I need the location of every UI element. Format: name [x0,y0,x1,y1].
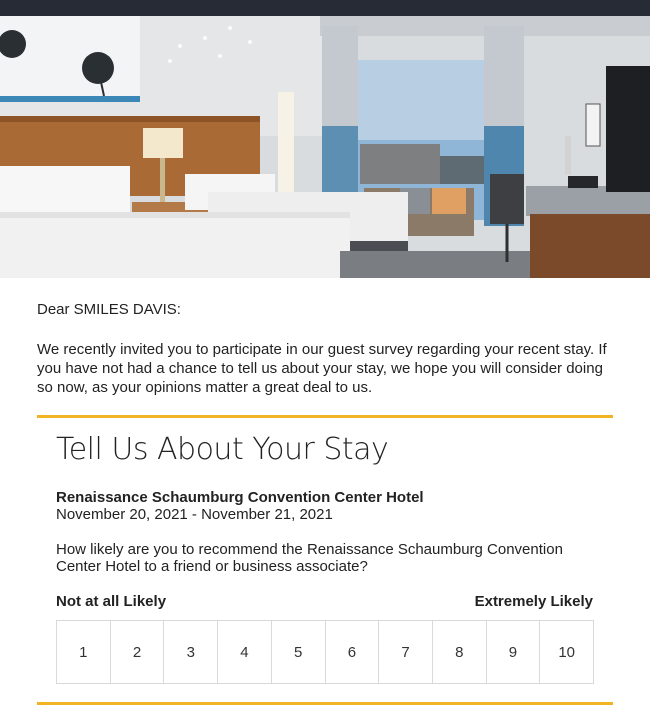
rating-option-7[interactable]: 7 [379,621,433,683]
divider-top [37,415,613,418]
rating-option-5[interactable]: 5 [272,621,326,683]
rating-option-3[interactable]: 3 [164,621,218,683]
survey-title: Tell Us About Your Stay [56,432,389,467]
rating-option-6[interactable]: 6 [326,621,380,683]
recommend-question: How likely are you to recommend the Renaissance Schaumburg Convention Center Hotel to a friend or business associate? [56,541,563,575]
rating-option-10[interactable]: 10 [540,621,593,683]
divider-bottom [37,702,613,705]
scale-high-label: Extremely Likely [474,593,593,610]
rating-option-4[interactable]: 4 [218,621,272,683]
hotel-name: Renaissance Schaumburg Convention Center Hotel [56,489,424,506]
rating-option-9[interactable]: 9 [487,621,541,683]
rating-scale [56,620,594,684]
rating-option-8[interactable]: 8 [433,621,487,683]
stay-dates: November 20, 2021 - November 21, 2021 [56,506,333,523]
email-header-bar [0,0,650,16]
scale-low-label: Not at all Likely [56,593,167,610]
hotel-room-image [0,16,650,278]
rating-option-1[interactable]: 1 [57,621,111,683]
greeting-text: Dear SMILES DAVIS: [37,301,181,318]
intro-paragraph: We recently invited you to participate in our guest survey regarding your recent stay. If you have not had a chance to tell us about your stay, we hope you will consider doing so now, as your opinions matter a great deal to us. [37,341,607,396]
rating-option-2[interactable]: 2 [111,621,165,683]
